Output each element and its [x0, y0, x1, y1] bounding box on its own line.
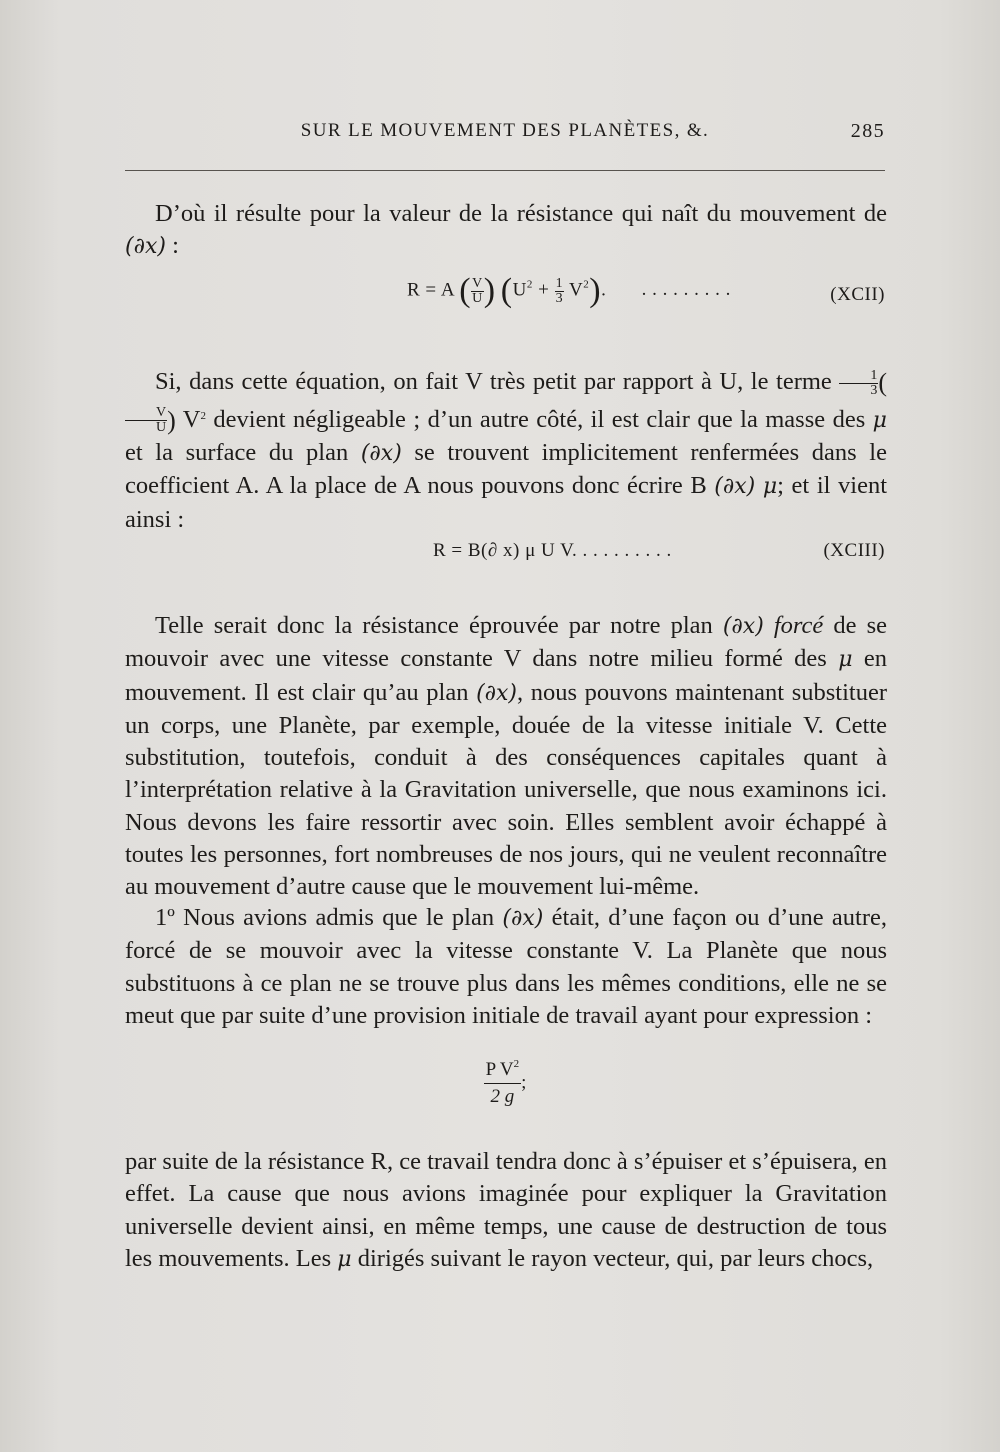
formula-work-frac: $\frac{P V^2}{2 g}$	[485, 1058, 520, 1107]
page-header	[125, 116, 885, 146]
formula-xcii-tail: .	[601, 279, 607, 301]
header-rule	[125, 170, 885, 171]
formula-xcii: R = A ( $\frac{V}{U}$ ) ($U^2$ + $\frac{1}{3}$ $V^2$). . . . . . . . . . (XCII)	[407, 272, 885, 309]
p2-text-6	[755, 472, 763, 499]
formula-xcii-u: U	[512, 279, 527, 301]
p2-mu-2: μ	[762, 474, 778, 500]
p2-math-2: (∂x)	[714, 474, 756, 500]
p5-text-2: dirigés suivant le rayon vecteur, qui, par leurs chocs,	[351, 1244, 874, 1272]
p3-forced: forcé	[773, 612, 824, 639]
p2-text-2: V	[175, 405, 201, 433]
page-number: 285	[850, 120, 885, 142]
p2-frac-a: $\frac{1}{3}$	[839, 369, 878, 398]
running-title: SUR LE MOUVEMENT DES PLANÈTES, &.	[300, 120, 710, 141]
p1-text-b: :	[165, 232, 179, 260]
p4-text-1: Nous avions admis que le plan	[174, 904, 503, 931]
formula-work-num: P V	[485, 1059, 514, 1080]
p1-math-a: (∂x)	[125, 234, 166, 260]
paragraph-3	[125, 610, 887, 904]
p3-text-2: de se mouvoir avec une vitesse constante V dans notre milieu formé des	[125, 612, 887, 673]
p2-mu-1: μ	[872, 407, 887, 433]
formula-xciii	[125, 538, 885, 566]
p2-text-5: se trouvent implicitement renfermées dans le coefficient A. A la place de A nous pouvons donc écrire B	[125, 439, 887, 500]
formula-xcii-dots: . . . . . . . . .	[641, 279, 731, 301]
paragraph-1	[125, 198, 887, 264]
p2-text-1: Si, dans cette équation, on fait V très petit par rapport à U, le terme	[155, 368, 840, 395]
p3-text-3: en mouvement. Il est clair qu’au plan	[125, 645, 887, 706]
p3-mu-1: μ	[838, 647, 853, 673]
formula-xcii-small-frac: $\frac{1}{3}$	[555, 275, 564, 306]
p3-math-1: (∂x)	[722, 614, 764, 639]
formula-xcii-v: V	[569, 279, 584, 301]
formula-work-punct: ;	[521, 1072, 527, 1093]
p1-text-a: D’où il résulte pour la valeur de la résistance qui naît du mouvement de	[155, 200, 887, 227]
paragraph-4	[125, 902, 887, 1032]
formula-work-den: 2 g	[490, 1086, 515, 1107]
p4-number: 1º	[155, 904, 175, 931]
p2-math-1: (∂x)	[360, 441, 402, 467]
formula-xciii-expr: R = B(∂ x) μ U V. . . . . . . . . .	[433, 540, 672, 561]
p3-math-2: (∂x)	[476, 680, 518, 706]
p2-frac-b: $\frac{V}{U}$	[125, 406, 167, 435]
p2-text-7: ; et il vient ainsi :	[125, 472, 888, 533]
formula-xcii-plus: +	[538, 279, 550, 301]
p3-text-1: Telle serait donc la résistance éprouvée par notre plan	[155, 612, 723, 639]
paragraph-2: Si, dans cette équation, on fait V très petit par rapport à U, le terme $\frac{1}{3}$ ( $\frac{V}{U}$ ) $V^2$ devient négligeable ; d’un autre côté, il est clair que la masse des μ et la surface du plan (∂x) se trouvent implicitement renfermées dans le coefficient A. A la place de A nous pouvons donc écrire B (∂x) μ; et il vient ainsi :	[125, 367, 888, 533]
formula-work	[125, 1058, 885, 1108]
formula-xcii-lhs: R = A	[407, 279, 455, 301]
p4-math-1: (∂x)	[502, 906, 544, 931]
p2-text-3: devient négligeable ; d’un autre côté, il est clair que la masse des	[205, 405, 873, 433]
p2-text-4: et la surface du plan	[125, 439, 361, 467]
equation-tag-xcii: (XCII)	[830, 284, 885, 305]
equation-tag-xciii: (XCIII)	[823, 540, 885, 561]
p5-text-1: par suite de la résistance R, ce travail tendra donc à s’épuiser et s’épuisera, en effet. La cause que nous avions imaginée pour expliquer la Gravitation universelle devient ainsi, en même temps, une cause de destruction de tous les mouvements. Les	[125, 1148, 887, 1272]
p4-text-2: était, d’une façon ou d’une autre, forcé de se mouvoir avec la vitesse constante V. La Planète que nous substituons à ce plan ne se trouve plus dans les mêmes conditions, elle ne se meut que par suite d’une provision initiale de travail ayant pour expression :	[125, 904, 888, 1029]
p3-text-1b	[764, 612, 774, 639]
p3-text-4: , nous pouvons maintenant substituer un corps, une Planète, par exemple, douée de la vitesse initiale V. Cette substitution, toutefois, conduit à des conséquences capitales quant à l’interprétation relative à la Gravitation universelle, que nous examinons ici. Nous devons les faire ressortir avec soin. Elles semblent avoir échappé à toutes les personnes, fort nombreuses de nos jours, qui ne veulent reconnaître au mouvement d’autre cause que le mouvement lui-même.	[125, 678, 887, 901]
paragraph-5	[125, 1146, 887, 1276]
p5-mu-1: μ	[337, 1246, 352, 1272]
formula-xcii-frac: $\frac{V}{U}$	[472, 275, 483, 306]
